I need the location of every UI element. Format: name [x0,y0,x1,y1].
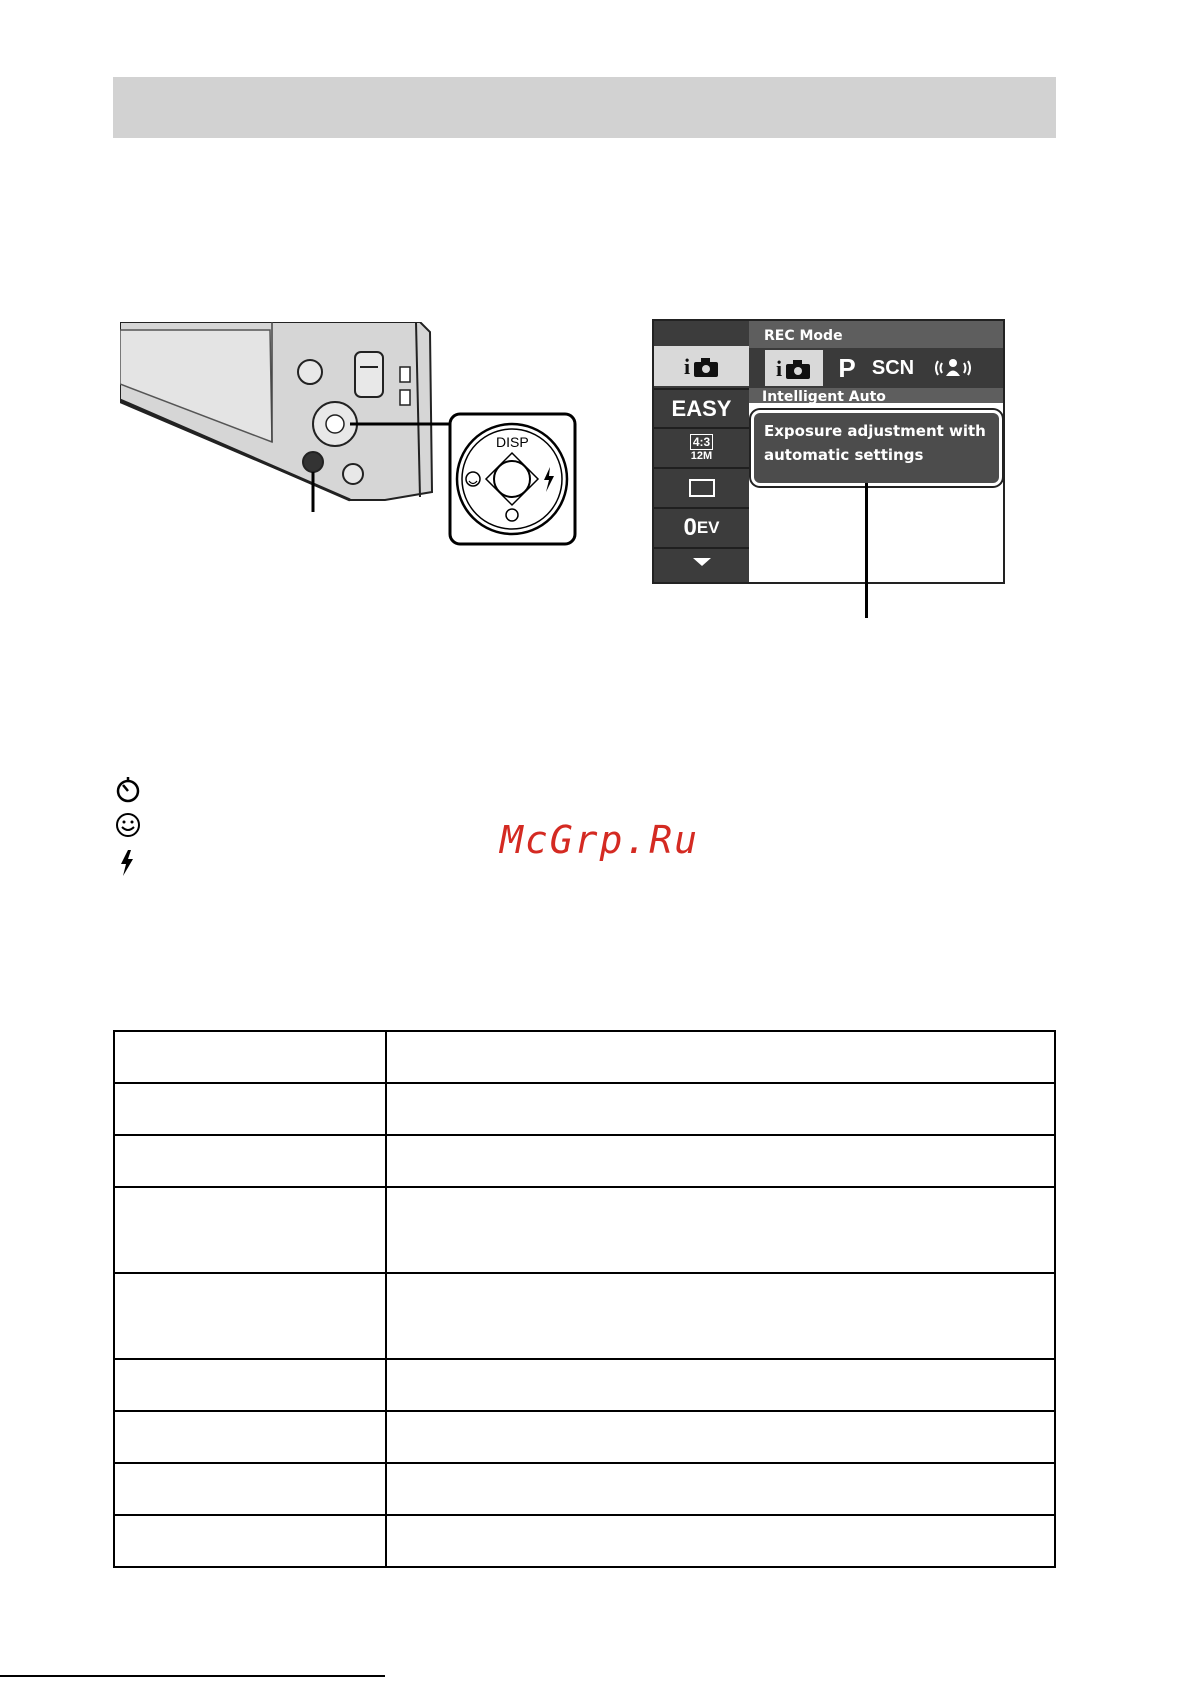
mode-program[interactable]: P [838,352,856,383]
intelligent-auto-icon [774,356,814,380]
table-row [114,1515,1055,1567]
table-cell [114,1515,386,1567]
sidebar-item-image-size[interactable] [654,427,749,467]
sidebar-item-exposure[interactable] [654,507,749,547]
triangle-down-icon [693,558,711,568]
footer-rule [0,1675,385,1677]
table-row [114,1411,1055,1463]
table-cell [114,1359,386,1411]
watermark: McGrp.Ru [500,818,700,862]
svg-text:i: i [683,354,690,378]
table-row [114,1463,1055,1515]
tip-leader-line [865,483,868,618]
lcd-screen [652,319,1005,584]
lcd-top-panel [749,321,1003,403]
anti-shake-icon [933,356,973,380]
self-timer-icon [113,775,147,805]
table-cell [386,1411,1055,1463]
sidebar-item-rec-mode[interactable] [654,346,749,386]
camera-illustration [120,322,580,572]
table-row [114,1359,1055,1411]
table-row [114,1187,1055,1273]
table-cell [386,1135,1055,1187]
table-row [114,1083,1055,1135]
aspect-ratio-label: 4:3 [690,434,713,450]
table-row [114,1135,1055,1187]
table-cell [114,1273,386,1359]
table-row [114,1273,1055,1359]
section-header-band [113,77,1056,138]
disp-label: DISP [496,434,529,450]
intelligent-auto-icon [682,354,722,378]
table-cell [114,1187,386,1273]
sidebar-item-easy[interactable]: EASY [654,388,749,427]
mode-anti-shake[interactable] [929,348,977,388]
table-cell [386,1031,1055,1083]
tip-line-1: Exposure adjustment with [764,422,986,440]
lcd-sidebar [654,321,749,582]
mode-row [749,348,1003,388]
ev-unit: EV [696,518,720,537]
table-cell [114,1031,386,1083]
mode-caption: Intelligent Auto [762,389,886,405]
image-size-label: 12M [690,450,713,462]
table-cell [386,1273,1055,1359]
tip-box [754,413,999,483]
rec-mode-title: REC Mode [764,328,843,344]
tip-line-2: automatic settings [764,446,924,464]
svg-text:i: i [776,356,783,380]
table-cell [386,1515,1055,1567]
table-cell [114,1135,386,1187]
table-cell [386,1083,1055,1135]
table-cell [114,1411,386,1463]
quality-frame-icon [689,479,715,497]
smile-icon [113,810,147,840]
table-cell [386,1463,1055,1515]
table-cell [114,1083,386,1135]
ev-number: 0 [683,514,697,541]
mode-scene[interactable]: SCN [871,356,915,379]
sidebar-item-quality[interactable] [654,467,749,507]
flash-icon [113,848,147,878]
table-cell [386,1187,1055,1273]
table-cell [386,1359,1055,1411]
table-cell [114,1463,386,1515]
mode-intelligent-auto[interactable] [765,350,823,386]
table-row [114,1031,1055,1083]
sidebar-scroll-down[interactable] [654,547,749,577]
spec-table [113,1030,1056,1568]
